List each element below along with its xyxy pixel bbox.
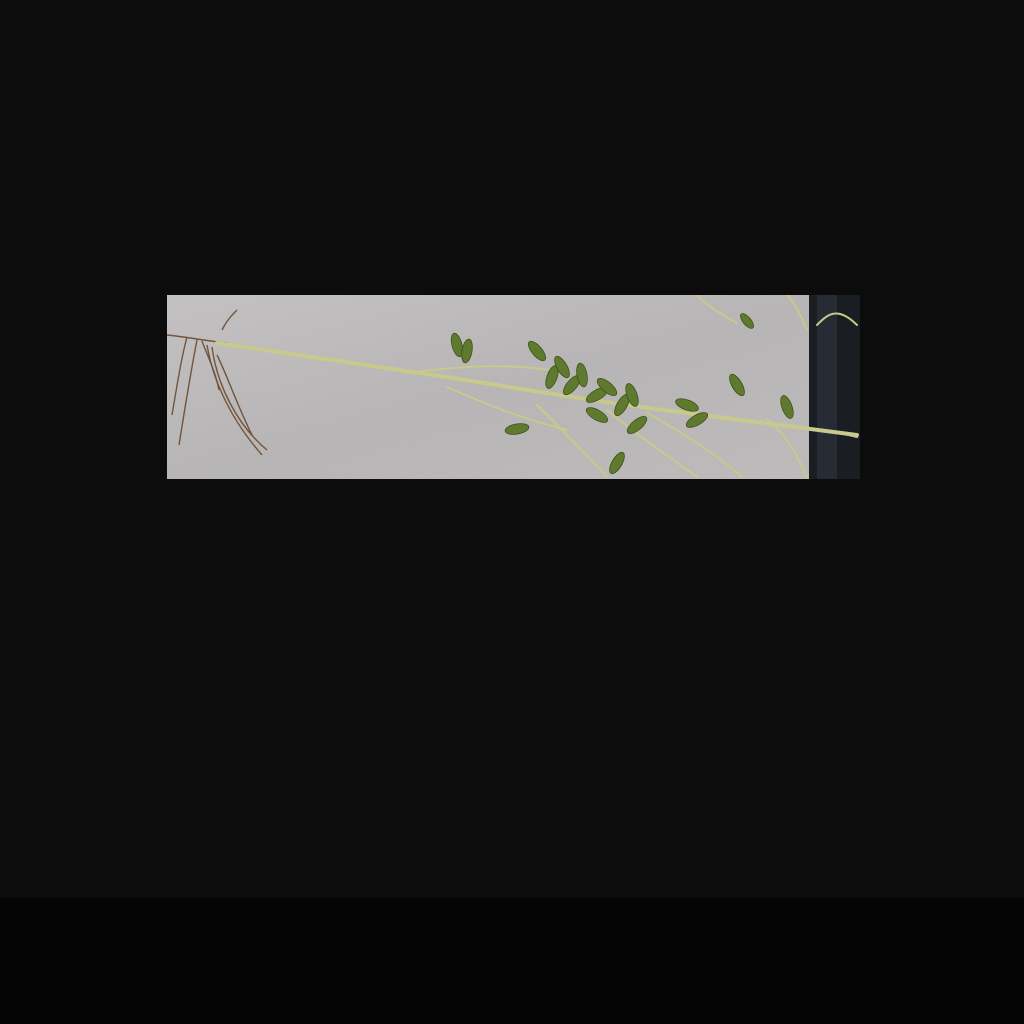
soybean-plant-illustration — [167, 295, 860, 479]
bottom-band — [0, 898, 1024, 1024]
plant-photo — [167, 295, 860, 479]
